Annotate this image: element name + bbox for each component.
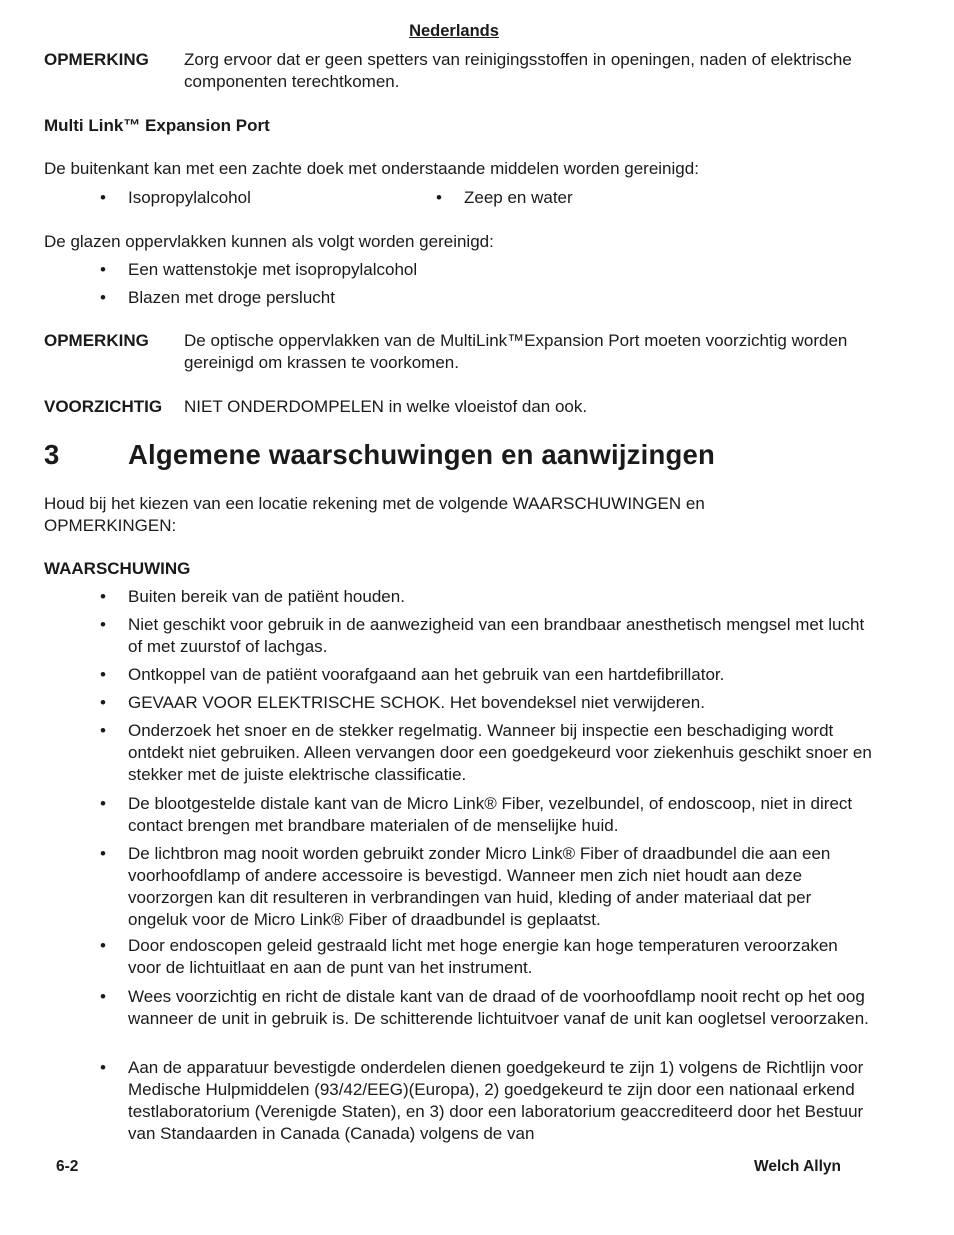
caution-text: NIET ONDERDOMPELEN in welke vloeistof dan ook. (184, 397, 588, 416)
bullet-icon: • (100, 1058, 106, 1077)
bullet-icon: • (436, 188, 442, 207)
document-page: Nederlands OPMERKING Zorg ervoor dat er geen spetters van reinigingsstoffen in openingen, naden of elektrische componenten terechtkomen. Multi Link™ Expansion Port De buitenkant kan met een zachte doek met onderstaande middelen worden gereinigd: • Isopropylalcohol • Zeep en water De glazen oppervlakken kunnen als volgt worden gereinigd: • Een wattenstokje met isopropylalcohol • Blazen met droge perslucht OPMERKING De optische oppervlakken van de MultiLink™Expansion Port moeten voorzichtig worden gereinigd om krassen te voorkomen. VOORZICHTIG NIET ONDERDOMPELEN in welke vloeistof dan ook. 3 Algemene waarschuwingen en aanwijzingen Houd bij het kiezen van een locatie rekening met de volgende WAARSCHUWINGEN en OPMERKINGEN: WAARSCHUWING • Buiten bereik van de patiënt houden. • Niet geschikt voor gebruik in de aanwezigheid van een brandbaar anesthetisch mengsel met lucht of met zuurstof of lachgas. • Ontkoppel van de patiënt voorafgaand aan het gebruik van een hartdefibrillator. • GEVAAR VOOR ELEKTRISCHE SCHOK. Het bovendeksel niet verwijderen. • Onderzoek het snoer en de stekker regelmatig. Wanneer bij inspectie een beschadiging wordt ontdekt niet gebruiken. Alleen vervangen door een goedgekeurd voor ziekenhuis geschikt snoer en stekker met de juiste elektrische classificatie. • De blootgestelde distale kant van de Micro Link® Fiber, vezelbundel, of endoscoop, niet in direct contact brengen met brandbare materialen of de menselijke huid. • De lichtbron mag nooit worden gebruikt zonder Micro Link® Fiber of draadbundel die aan een voorhoofdlamp of andere accessoire is bevestigd. Wanneer men zich niet houdt aan deze voorzorgen kan dit resulteren in verbrandingen van huid, kleding of ander materiaal dat per ongeluk voor de Micro Link® Fiber of draadbundel is geplaatst. • Door endoscopen geleid gestraald licht met hoge energie kan hoge temperaturen veroorzaken voor de lichtuitlaat en aan de punt van het instrument. • Wees voorzichtig en richt de distale kant van de draad of de voorhoofdlamp nooit recht op het oog wanneer de unit in gebruik is. De schitterende lichtuitvoer vanaf de unit kan oogletsel veroorzaken. • Aan de apparatuur bevestigde onderdelen dienen goedgekeurd te zijn 1) volgens de Richtlijn voor Medische Hulpmiddelen (93/42/EEG)(Europa), 2) goedgekeurd te zijn door een nationaal erkend testlaboratorium (Verenigde Staten), en 3) door een laboratorium geaccrediteerd door het Bestuur van Standaarden in Canada (Canada) volgens de van 6-2 Welch Allyn (44, 0, 869, 1235)
note-label: OPMERKING (44, 331, 149, 350)
bullet-icon: • (100, 587, 106, 606)
chapter-title: Algemene waarschuwingen en aanwijzingen (128, 439, 715, 470)
warning-heading: WAARSCHUWING (44, 559, 191, 578)
bullet-icon: • (100, 987, 106, 1006)
note-block (44, 49, 869, 93)
list-item: • Isopropylalcohol • Zeep en water (100, 188, 573, 207)
note-block (44, 330, 869, 374)
language-header: Nederlands (409, 22, 499, 40)
chapter-intro: Houd bij het kiezen van een locatie rekening met de volgende WAARSCHUWINGEN en OPMERKINGEN: (44, 494, 705, 535)
bullet-icon: • (100, 721, 106, 740)
note-text: De optische oppervlakken van de MultiLink™Expansion Port moeten voorzichtig worden gereinigd om krassen te voorkomen. (184, 331, 848, 372)
chapter-number: 3 (44, 439, 60, 470)
note-text: Zorg ervoor dat er geen spetters van reinigingsstoffen in openingen, naden of elektrische componenten terechtkomen. (184, 50, 852, 91)
bullet-icon: • (100, 844, 106, 863)
bullet-icon: • (100, 665, 106, 684)
company-name: Welch Allyn (754, 1158, 841, 1175)
section-title: Multi Link™ Expansion Port (44, 116, 270, 135)
glass-cleaning-intro: De glazen oppervlakken kunnen als volgt worden gereinigd: (44, 232, 494, 251)
note-label: OPMERKING (44, 50, 149, 69)
caution-label: VOORZICHTIG (44, 397, 163, 416)
bullet-icon: • (100, 794, 106, 813)
bullet-icon: • (100, 693, 106, 712)
bullet-icon: • (100, 188, 106, 207)
bullet-icon: • (100, 260, 106, 279)
page-number: 6-2 (56, 1158, 79, 1175)
bullet-icon: • (100, 615, 106, 634)
exterior-cleaning-intro: De buitenkant kan met een zachte doek met onderstaande middelen worden gereinigd: (44, 159, 699, 178)
bullet-icon: • (100, 288, 106, 307)
bullet-icon: • (100, 936, 106, 955)
